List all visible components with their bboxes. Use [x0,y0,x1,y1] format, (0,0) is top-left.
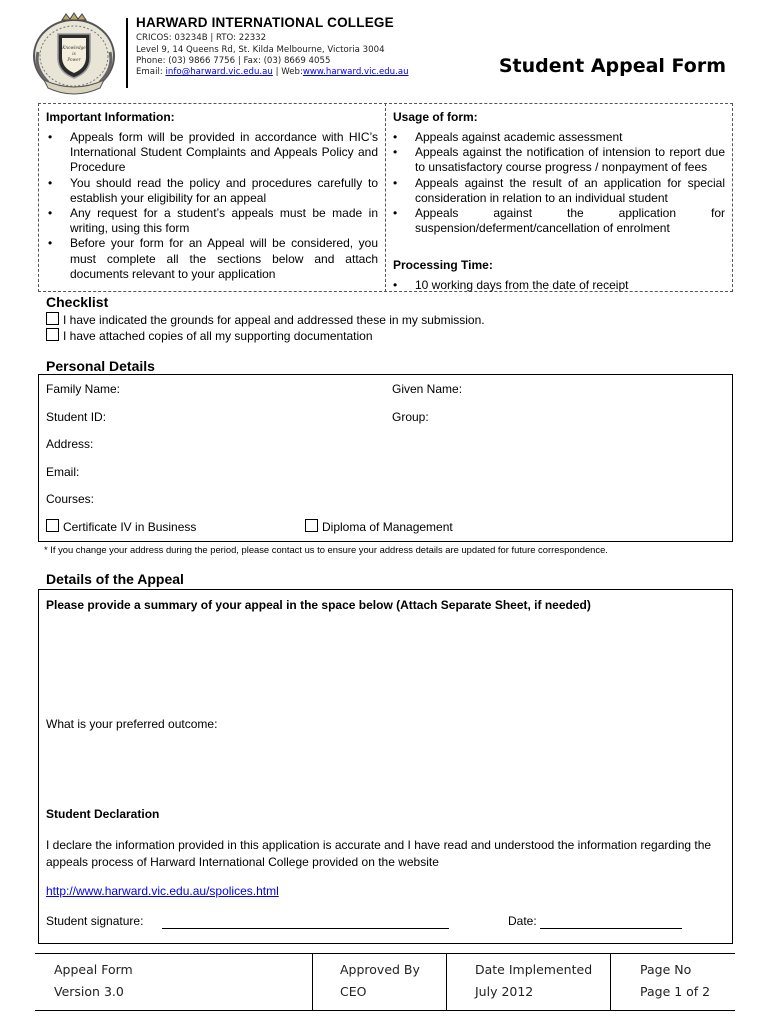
appeal-summary-textarea[interactable] [46,620,726,708]
family-name-field[interactable]: Family Name: [46,382,121,396]
course-label-diploma: Diploma of Management [322,520,453,534]
course-label-certificate: Certificate IV in Business [63,520,197,534]
document-footer-table [35,953,735,1011]
page-title: Student Appeal Form [498,55,726,77]
date-label: Date: [508,914,537,928]
crest-motto-3: Power [67,57,81,62]
crest-motto-1: Knowledge [62,45,86,50]
footer-cell-document [35,954,312,1010]
usage-heading: Usage of form: [393,110,478,124]
preferred-outcome-prompt: What is your preferred outcome: [46,717,218,731]
list-item: • Appeals against the application for suspension/deferment/cancellation of enrolment [393,206,725,236]
footer-doc-label: Appeal Form [54,962,133,977]
address-change-note: * If you change your address during the period, please contact us to ensure your address details are updated for future correspondence. [44,544,608,555]
checklist-checkbox-documents[interactable] [46,328,59,341]
footer-cell-approved [312,954,446,1010]
footer-implemented-value: July 2012 [475,984,534,999]
important-info-list [48,130,378,282]
footer-cell-implemented [446,954,610,1010]
college-name: HARWARD INTERNATIONAL COLLEGE [136,15,394,30]
processing-time-heading: Processing Time: [393,258,493,272]
footer-implemented-label: Date Implemented [475,962,593,977]
list-item: • Appeals against the notification of intension to report due to unsatisfactory course progress / nonpayment of fees [393,145,725,175]
website-link[interactable]: www.harward.vic.edu.au [302,67,409,77]
date-line[interactable] [540,928,682,929]
information-box-divider [385,103,386,292]
checklist-heading: Checklist [46,294,109,310]
college-contact-line [136,67,409,77]
checklist-checkbox-grounds[interactable] [46,312,59,325]
preferred-outcome-textarea[interactable] [46,735,726,800]
processing-time-list [393,278,725,293]
web-label: | Web: [272,67,303,77]
student-declaration-heading: Student Declaration [46,807,160,821]
email-label: Email: [136,67,166,77]
checklist-label-documents: I have attached copies of all my supporting documentation [63,329,373,343]
email-link[interactable]: info@harward.vic.edu.au [165,67,273,77]
footer-page-label: Page No [640,962,692,977]
list-item: • Appeals against the result of an application for special consideration in relation to an individual student [393,176,725,206]
list-item: • Before your form for an Appeal will be considered, you must complete all the sections below and attach documents relevant to your application [48,236,378,282]
policies-website-link[interactable]: http://www.harward.vic.edu.au/spolices.html [46,884,279,898]
course-checkbox-certificate[interactable] [46,519,59,532]
given-name-field[interactable]: Given Name: [392,382,463,396]
footer-version: Version 3.0 [54,984,124,999]
crest-motto-2: is [72,51,76,56]
college-crest-logo [28,12,120,96]
courses-label: Courses: [46,492,95,506]
list-item: • Appeals against academic assessment [393,130,725,145]
student-declaration-text: I declare the information provided in this application is accurate and I have read and understood the information regarding the appeals process of Harward International College provided on the website [46,838,712,869]
list-item: • Any request for a student’s appeals must be made in writing, using this form [48,206,378,236]
usage-list [393,130,725,236]
group-field[interactable]: Group: [392,410,429,424]
list-item: • You should read the policy and procedures carefully to establish your eligibility for an appeal [48,176,378,206]
header-divider [126,18,128,88]
personal-details-box [38,374,733,542]
footer-approved-label: Approved By [340,962,420,977]
list-item: • Appeals form will be provided in accordance with HIC’s International Student Complaints and Appeals Policy and Procedure [48,130,378,176]
college-phone: Phone: (03) 9866 7756 | Fax: (03) 8669 4055 [136,56,331,66]
college-cricos: CRICOS: 03234B | RTO: 22332 [136,33,267,43]
student-id-field[interactable]: Student ID: [46,410,107,424]
footer-approved-value: CEO [340,984,367,999]
footer-page-value: Page 1 of 2 [640,984,711,999]
address-field[interactable]: Address: [46,437,94,451]
appeal-summary-prompt: Please provide a summary of your appeal in the space below (Attach Separate Sheet, if needed) [46,598,591,612]
student-signature-label: Student signature: [46,914,144,928]
footer-cell-page [610,954,735,1010]
appeal-details-heading: Details of the Appeal [46,571,184,587]
email-field[interactable]: Email: [46,465,80,479]
important-info-heading: Important Information: [46,110,175,124]
course-checkbox-diploma[interactable] [305,519,318,532]
personal-details-heading: Personal Details [46,358,155,374]
college-address: Level 9, 14 Queens Rd, St. Kilda Melbourne, Victoria 3004 [136,45,385,55]
student-signature-line[interactable] [162,928,449,929]
checklist-label-grounds: I have indicated the grounds for appeal and addressed these in my submission. [63,313,485,327]
list-item: • 10 working days from the date of receipt [393,278,725,293]
